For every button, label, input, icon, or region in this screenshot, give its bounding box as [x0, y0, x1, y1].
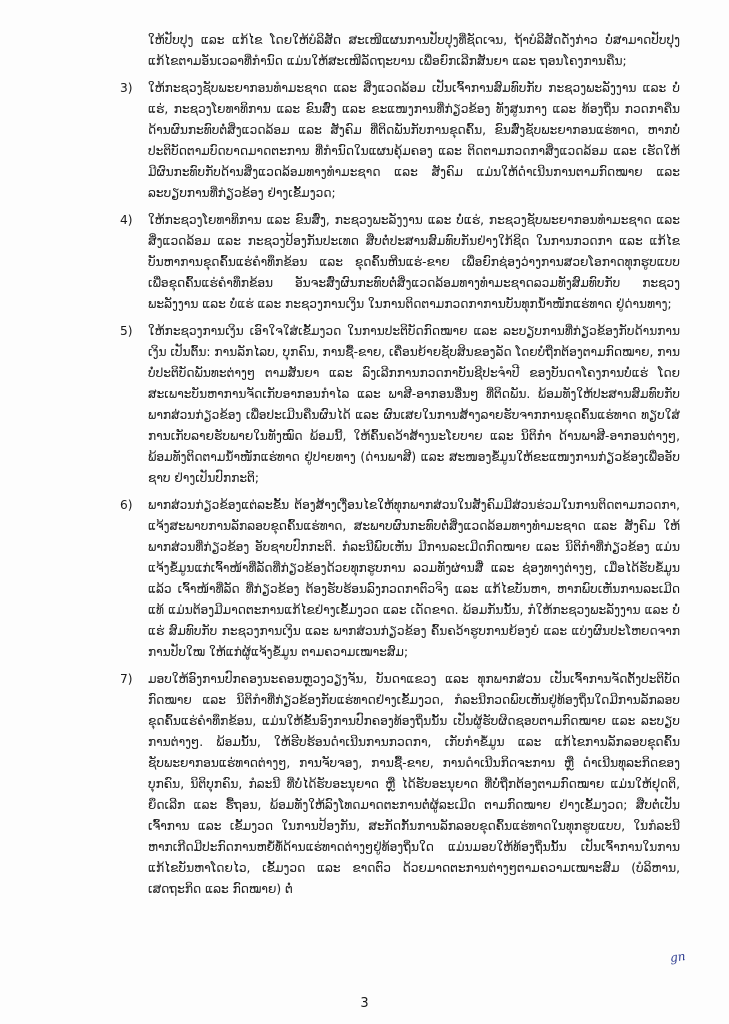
item-text: ພາກສ່ວນກ່ຽວຂ້ອງແຕ່ລະຂັ້ນ ຕ້ອງສ້າງເງື່ອນໄຂໃຫ້ທຸກພາກສ່ວນໃນສັງຄົມມີສ່ວນຮ່ວມໃນການຕິດຕາມກວດກາ, ແຈ້ງສະພາບການລັກລອບຂຸດຄົ້ນແຮ່ທາດ, ສະພາບຜົນກະທົບຕໍ່ສິ່ງແວດລ້ອມທາງທໍາມະຊາດ ແລະ ສັງຄົມ ໃຫ້ພາກສ່ວນທີ່ກ່ຽວຂ້ອງ ອັບຊາບປົກກະຕິ. ກໍລະນີພົບເຫັນ ມີການລະເມີດກົດໝາຍ ແລະ ນິຕິກໍາທີ່ກ່ຽວຂ້ອງ ແມ່ນແຈ້ງຂໍ້ມູນແກ່ເຈົ້າໜ້າທີ່ລັດທີ່ກ່ຽວຂ້ອງດ້ວຍທຸກຮູບການ ລວມທັງຜ່ານສື່ ແລະ ຊ່ອງທາງຕ່າງໆ, ເມື່ອໄດ້ຮັບຂໍ້ມູນແລ້ວ ເຈົ້າໜ້າທີ່ລັດ ທີ່ກ່ຽວຂ້ອງ ຕ້ອງຮັບຮ້ອນລົງກວດກາຕົວຈິງ ແລະ ແກ້ໄຂບັນຫາ, ຫາກພົບເຫັນການລະເມີດແທ້ ແມ່ນຕ້ອງມີມາດຕະການແກ້ໄຂຢ່າງເຂັ້ມງວດ ແລະ ເດັດຂາດ. ພ້ອມກັນນັ້ນ, ກໍໃຫ້ກະຊວງພະລັງງານ ແລະ ບໍ່ແຮ່ ສົມທົບກັບ ກະຊວງການເງິນ ແລະ ພາກສ່ວນກ່ຽວຂ້ອງ ຄົ້ນຄວ້າຮູບການຍ້ອງຍໍ ແລະ ແບ່ງຜົນປະໂຫຍດຈາກການປັບໃໝ ໃຫ້ແກ່ຜູ້ແຈ້ງຂໍ້ມູນ ຕາມຄວາມເໝາະສົມ;	[148, 498, 680, 659]
page-number: 3	[360, 996, 369, 1011]
list-item-7	[120, 669, 680, 900]
item-number: 5)	[120, 324, 133, 338]
item-text: ມອບໃຫ້ອົງການປົກຄອງນະຄອນຫຼວງວຽງຈັນ, ບັນດາແຂວງ ແລະ ທຸກພາກສ່ວນ ເປັນເຈົ້າການຈັດຕັ້ງປະຕິບັດກົດໝາຍ ແລະ ນິຕິກໍາທີ່ກ່ຽວຂ້ອງກັບແຮ່ທາດຢ່າງເຂັ້ມງວດ, ກໍລະນີກວດພົບເຫັນຢູ່ທ້ອງຖິ່ນໃດມີການລັກລອບຂຸດຄົ້ນແຮ່ຄໍາທຶກຂ້ອນ, ແມ່ນໃຫ້ຂັ້ນອົງການປົກຄອງທ້ອງຖິ່ນນັ້ນ ເປັນຜູ້ຮັບຜິດຊອບຕາມກົດໝາຍ ແລະ ລະບຽບການຕ່າງໆ. ພ້ອມນັ້ນ, ໃຫ້ຮີບຮ້ອນດໍາເນີນການກວດກາ, ເກັບກໍາຂໍ້ມູນ ແລະ ແກ້ໄຂການລັກລອບຂຸດຄົ້ນຊັບພະຍາກອນແຮ່ທາດຕ່າງໆ, ການຈັບຈອງ, ການຊື້-ຂາຍ, ການດໍາເນີນກິດຈະການ ຫຼື ດໍາເນີນທຸລະກິດຂອງບຸກຄົນ, ນິຕິບຸກຄົນ, ກໍລະນີ ທີ່ບໍ່ໄດ້ຮັບອະນຸຍາດ ຫຼື ໄດ້ຮັບອະນຸຍາດ ທີ່ບໍ່ຖືກຕ້ອງຕາມກົດໝາຍ ແມ່ນໃຫ້ຢຸດຕິ, ຍຶດເລີກ ແລະ ຮື້ຖອນ, ພ້ອມທັງໃຫ້ລົງໂທດມາດຕະການຕໍ່ຜູ້ລະເມີດ ຕາມກົດໝາຍ ຢ່າງເຂັ້ມງວດ; ສືບຕໍ່ເປັນເຈົ້າການ ແລະ ເຂັ້ມງວດ ໃນການປ້ອງກັນ, ສະກັດກັ້ນການລັກລອບຂຸດຄົ້ນແຮ່ທາດໃນທຸກຮູບແບບ, ໃນກໍລະນີ ຫາກເກີດມີປະກົດການຫຍໍ້ທໍ້ດ້ານແຮ່ທາດຕ່າງໆຢູ່ທ້ອງຖິ່ນໃດ ແມ່ນມອບໃຫ້ທ້ອງຖິ່ນນັ້ນ ເປັນເຈົ້າການໃນການແກ້ໄຂບັນຫາໂດຍໄວ, ເຂັ້ມງວດ ແລະ ຂາດຕົວ ດ້ວຍມາດຕະການຕ່າງໆຕາມຄວາມເໝາະສົມ (ບໍລິຫານ, ເສດຖະກິດ ແລະ ກົດໝາຍ) ຕໍ່	[148, 672, 680, 896]
list-item-6	[120, 495, 680, 663]
item-number: 4)	[120, 213, 133, 227]
list-item-5	[120, 321, 680, 489]
item-text: ໃຫ້ກະຊວງໂຍທາທິການ ແລະ ຂົນສົ່ງ, ກະຊວງພະລັງງານ ແລະ ບໍ່ແຮ່, ກະຊວງຊັບພະຍາກອນທໍາມະຊາດ ແລະ ສິ່ງແວດລ້ອມ ແລະ ກະຊວງປ້ອງກັນປະເທດ ສືບຕໍ່ປະສານສົມທົບກັນຢ່າງໃກ້ຊິດ ໃນການກວດກາ ແລະ ແກ້ໄຂບັນຫາການຂຸດຄົ້ນແຮ່ຄໍາທຶກຂ້ອນ ແລະ ຂຸດຄົ້ນຫີນແຮ່-ຂາຍ ເພື່ອຍົກຊ່ອງວ່າງການສວຍໂອກາດທຸກຮູບແບບ ເພື່ອຂຸດຄົ້ນແຮ່ຄໍາທຶກຂ້ອນ ອັນຈະສົ່ງຜົນກະທົບຕໍ່ສິ່ງແວດລ້ອມທາງທໍາມະຊາດລວມທັງສົມທົບກັບ ກະຊວງພະລັງງານ ແລະ ບໍ່ແຮ່ ແລະ ກະຊວງການເງິນ ໃນການຕິດຕາມກວດກາການບັນທຸກນໍ້າໜັກແຮ່ທາດ ຢູ່ດ່ານທາງ;	[148, 213, 680, 311]
handwritten-initials: gn	[669, 948, 687, 966]
item-text: ໃຫ້ກະຊວງຊັບພະຍາກອນທໍາມະຊາດ ແລະ ສິ່ງແວດລ້ອມ ເປັນເຈົ້າການສົມທົບກັບ ກະຊວງພະລັງງານ ແລະ ບໍ່ແຮ່, ກະຊວງໂຍທາທິການ ແລະ ຂົນສົ່ງ ແລະ ຂະແໜງການທີ່ກ່ຽວຂ້ອງ ທັງສູນກາງ ແລະ ທ້ອງຖິ່ນ ກວດກາຄືນ ດ້ານຜົນກະທົບຕໍ່ສິ່ງແວດລ້ອມ ແລະ ສັງຄົມ ທີ່ຕິດພັນກັບການຂຸດຄົ້ນ, ຂົນສົ່ງຊັບພະຍາກອນແຮ່ທາດ, ຫາກບໍ່ປະຕິບັດຕາມບົດບາດມາດຕະການ ທີ່ກໍານົດໃນແຜນຄຸ້ມຄອງ ແລະ ຕິດຕາມກວດກາສິ່ງແວດລ້ອມ ແລະ ເຮັດໃຫ້ມີຜົນກະທົບກັບດ້ານສິ່ງແວດລ້ອມທາງທໍາມະຊາດ ແລະ ສັງຄົມ ແມ່ນໃຫ້ດໍາເນີນການຕາມກົດໝາຍ ແລະ ລະບຽບການທີ່ກ່ຽວຂ້ອງ ຢ່າງເຂັ້ມງວດ;	[148, 81, 680, 200]
item-number: 3)	[120, 81, 133, 95]
item-text: ໃຫ້ກະຊວງການເງິນ ເອົາໃຈໃສ່ເຂັ້ມງວດ ໃນການປະຕິບັດກົດໝາຍ ແລະ ລະບຽບການທີ່ກ່ຽວຂ້ອງກັບດ້ານການເງິນ ເປັນຕົ້ນ: ການລັກໄລບ, ບຸກຄົນ, ການຊື້-ຂາຍ, ເຄື່ອນຍ້າຍຊັບສິນຂອງລັດ ໂດຍບໍ່ຖືກຕ້ອງຕາມກົດໝາຍ, ການບໍ່ປະຕິບັດພັນທະຕ່າງໆ ຕາມສັນຍາ ແລະ ລົງເລີກການກວດກາບັນຊີປະຈໍາປີ ຂອງບັນດາໂຄງການບໍ່ແຮ່ ໂດຍສະເພາະບັນຫາການຈັດເກັບອາກອນກໍາໄລ ແລະ ພາສີ-ອາກອນອື່ນໆ ທີ່ຕິດພັນ. ພ້ອມທັງໃຫ້ປະສານສົມທົບກັບພາກສ່ວນກ່ຽວຂ້ອງ ເພື່ອປະເມີນຄືນຜົນໄດ້ ແລະ ຜົນເສຍໃນການສ້າງລາຍຮັບຈາກການຂຸດຄົ້ນແຮ່ທາດ ທຽບໃສ່ການເກັບລາຍຮັບພາຍໃນທັງໝົດ ພ້ອມນີ້, ໃຫ້ຄົ້ນຄວ້າສ້າງນະໂຍບາຍ ແລະ ນິຕິກໍາ ດ້ານພາສີ-ອາກອນຕ່າງໆ, ພ້ອມທັງຕິດຕາມນໍ້າໜັກແຮ່ທາດ ຢູ່ປາຍທາງ (ດ່ານພາສີ) ແລະ ສະໜອງຂໍ້ມູນໃຫ້ຂະແໜງການກ່ຽວຂ້ອງເພື່ອອັບຊາບ ຢ່າງເປັນປົກກະຕິ;	[148, 324, 680, 485]
list-item-3	[120, 78, 680, 204]
list-item-4	[120, 210, 680, 315]
item-number: 7)	[120, 672, 133, 686]
item-number: 6)	[120, 498, 133, 512]
intro-paragraph: ໃຫ້ປັບປຸງ ແລະ ແກ້ໄຂ ໂດຍໃຫ້ບໍລິສັດ ສະເໜີແຜນການປັບປຸງທີ່ຊັດເຈນ, ຖ້າບໍລິສັດດັ່ງກ່າວ ບໍ່ສາມາດປັບປຸງແກ້ໄຂຕາມອັນເວລາທີ່ກໍານົດ ແມ່ນໃຫ້ສະເໜີລັດຖະບານ ເພື່ອຍົກເລີກສັນຍາ ແລະ ຖອນໂຄງການຄືນ;	[148, 33, 680, 68]
document-body	[120, 30, 680, 906]
